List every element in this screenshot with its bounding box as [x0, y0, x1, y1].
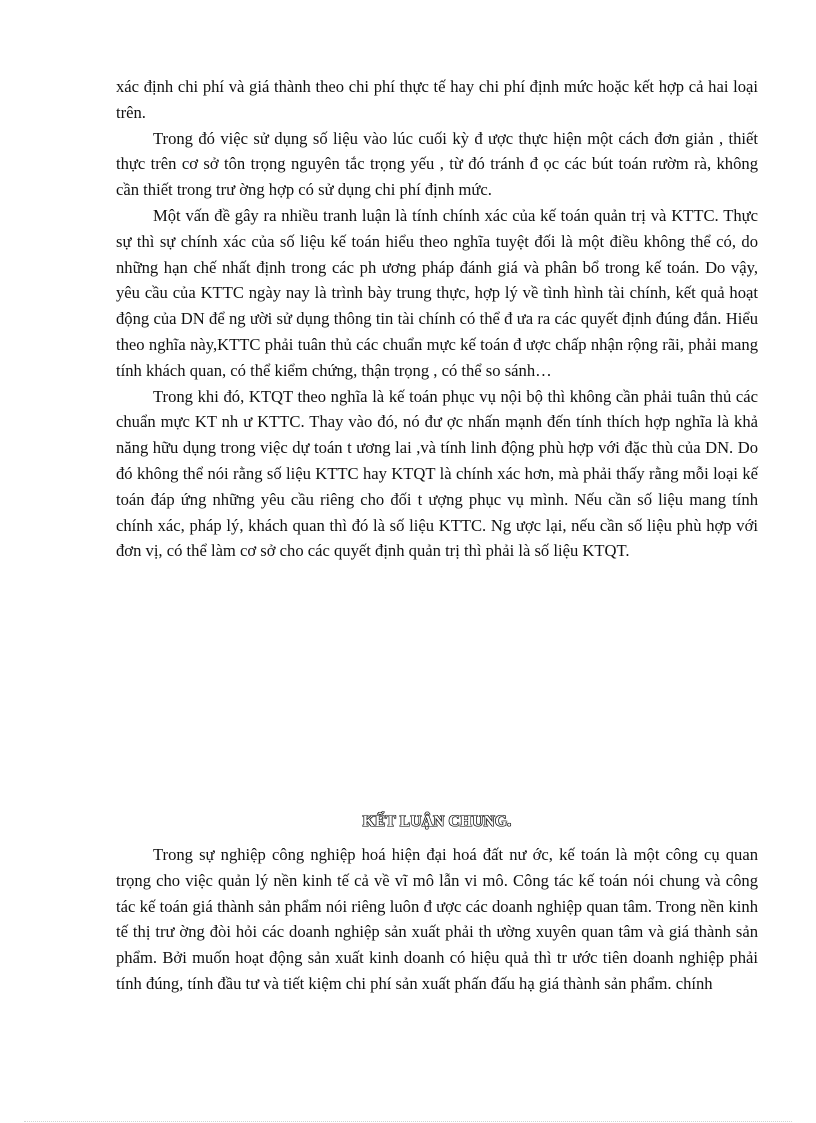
- section-heading: KẾT LUẬN CHUNG.: [362, 813, 512, 830]
- paragraph: Trong đó việc sử dụng số liệu vào lúc cuối kỳ đ ược thực hiện một cách đơn giản , thiết thực trên cơ sở tôn trọng nguyên tắc trọng yếu , từ đó tránh đ ọc các bút toán rườm rà, không cần thiết trong trư ờng hợp có sử dụng chi phí định mức.: [116, 128, 758, 200]
- paragraph: Trong sự nghiệp công nghiệp hoá hiện đại hoá đất nư ớc, kế toán là một công cụ quan trọng cho việc quản lý nền kinh tế cả về vĩ mô lẫn vi mô. Công tác kế toán nói chung và công tác kế toán giá thành sản phẩm nói riêng luôn đ ược các doanh nghiệp quan tâm. Trong nền kinh tế thị trư ờng đòi hỏi các doanh nghiệp sản xuất phải th ường xuyên quan tâm và giá thành sản phẩm. Bởi muốn hoạt động sản xuất kinh doanh có hiệu quả thì tr ước tiên doanh nghiệp phải tính đúng, tính đầu tư và tiết kiệm chi phí sản xuất phấn đấu hạ giá thành sản phẩm. chính: [116, 845, 758, 993]
- body-section: [116, 74, 758, 564]
- paragraph-continuation: xác định chi phí và giá thành theo chi phí thực tế hay chi phí định mức hoặc kết hợp cả hai loại trên.: [116, 77, 758, 122]
- conclusion-section: [116, 842, 758, 997]
- page-bottom-divider: [24, 1121, 792, 1122]
- paragraph: Trong khi đó, KTQT theo nghĩa là kế toán phục vụ nội bộ thì không cần phải tuân thủ các chuẩn mực KT nh ư KTTC. Thay vào đó, nó đư ợc nhấn mạnh đến tính thích hợp nghĩa là khả năng hữu dụng trong việc dự toán t ương lai ,và tính linh động phù hợp với đặc thù của DN. Do đó không thể nói rằng số liệu KTTC hay KTQT là chính xác hơn, mà phải thấy rằng mỗi loại kế toán đáp ứng những yêu cầu riêng cho đối t ượng phục vụ mình. Nếu cần số liệu mang tính chính xác, pháp lý, khách quan thì đó là số liệu KTTC. Ng ược lại, nếu cần số liệu phù hợp với đơn vị, có thể làm cơ sở cho các quyết định quản trị thì phải là số liệu KTQT.: [116, 386, 758, 561]
- paragraph: Một vấn đề gây ra nhiều tranh luận là tính chính xác của kế toán quản trị và KTTC. Thực sự thì sự chính xác của số liệu kế toán hiểu theo nghĩa tuyệt đối là một điều không thể có, do những hạn chế nhất định trong các ph ương pháp đánh giá và phân bổ trong kế toán. Do vậy, yêu cầu của KTTC ngày nay là trình bày trung thực, hợp lý về tình hình tài chính, kết quả hoạt động của DN để ng ười sử dụng thông tin tài chính có thể đ ưa ra các quyết định đúng đắn. Hiểu theo nghĩa này,KTTC phải tuân thủ các chuẩn mực kế toán đ ược chấp nhận rộng rãi, phải mang tính khách quan, có thể kiểm chứng, thận trọng , có thể so sánh…: [116, 205, 758, 380]
